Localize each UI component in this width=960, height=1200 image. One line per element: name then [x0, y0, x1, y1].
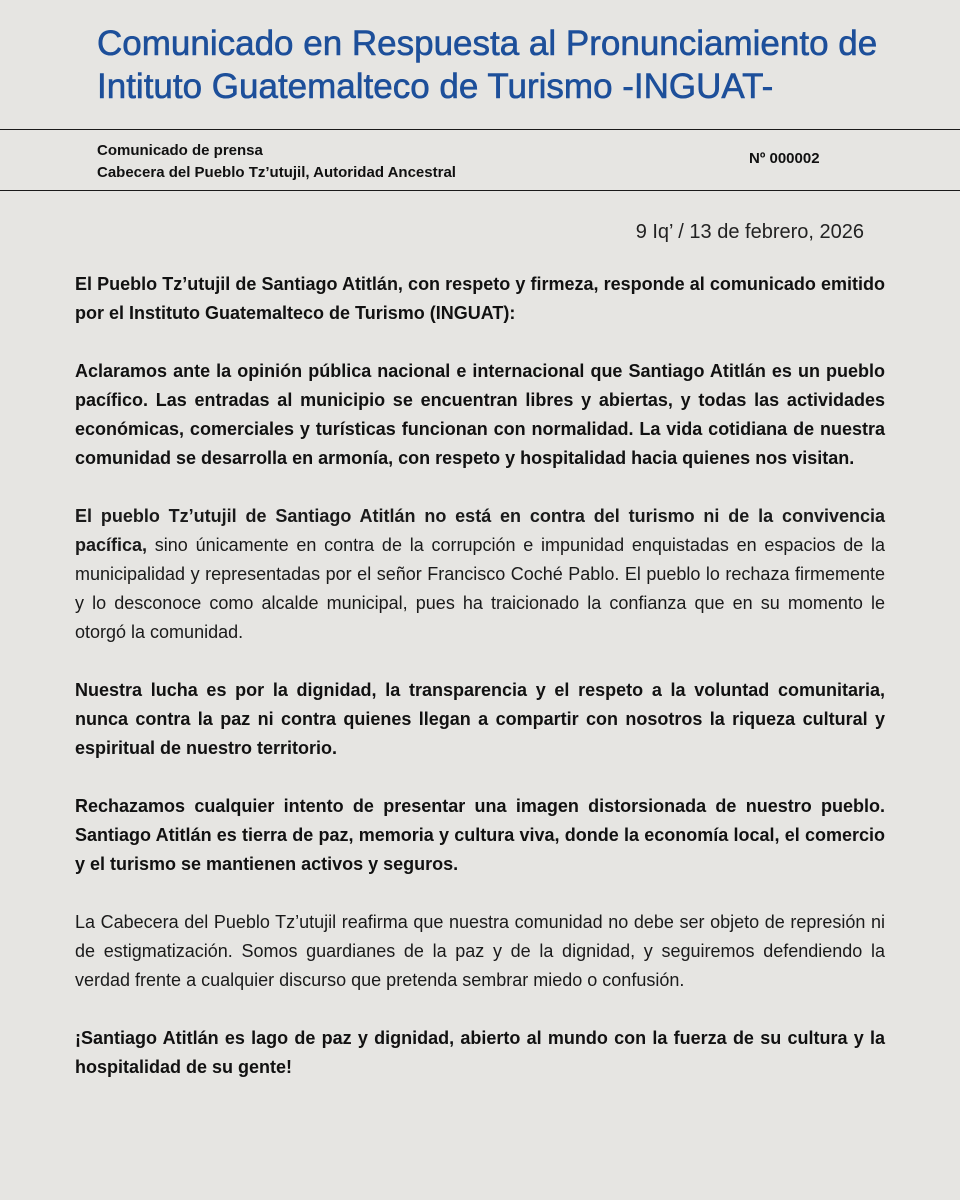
paragraph-position-bold: El pueblo Tz’utujil de Santiago Atitlán no está en contra del turismo ni de la convivencia pacífica, [75, 506, 885, 555]
paragraph-position [75, 502, 885, 647]
paragraph-clarification: Aclaramos ante la opinión pública nacional e internacional que Santiago Atitlán es un pueblo pacífico. Las entradas al municipio se encuentran libres y abiertas, y todas las actividades económicas, comerciales y turísticas funcionan con normalidad. La vida cotidiana de nuestra comunidad se desarrolla en armonía, con respeto y hospitalidad hacia quienes nos visitan. [75, 361, 885, 468]
paragraph-position-rest: sino únicamente en contra de la corrupción e impunidad enquistadas en espacios de la municipalidad y representadas por el señor Francisco Coché Pablo. El pueblo lo rechaza firmemente y lo desconoce como alcalde municipal, pues ha traicionado la confianza que en su momento le otorgó la comunidad. [75, 535, 885, 642]
issuer-label: Cabecera del Pueblo Tz’utujil, Autoridad Ancestral [97, 164, 456, 181]
paragraph-reaffirmation: La Cabecera del Pueblo Tz’utujil reafirma que nuestra comunidad no debe ser objeto de represión ni de estigmatización. Somos guardianes de la paz y de la dignidad, y seguiremos defendiendo la verdad frente a cualquier discurso que pretenda sembrar miedo o confusión. [75, 912, 885, 990]
document-body [75, 270, 885, 1111]
paragraph-intro: El Pueblo Tz’utujil de Santiago Atitlán, con respeto y firmeza, responde al comunicado emitido por el Instituto Guatemalteco de Turismo (INGUAT): [75, 274, 885, 323]
document-number: Nº 000002 [749, 150, 820, 167]
paragraph-rejection: Rechazamos cualquier intento de presentar una imagen distorsionada de nuestro pueblo. Santiago Atitlán es tierra de paz, memoria y cultura viva, donde la economía local, el comercio y el turismo se mantienen activos y seguros. [75, 796, 885, 874]
header-band [0, 129, 960, 191]
paragraph-closing: ¡Santiago Atitlán es lago de paz y dignidad, abierto al mundo con la fuerza de su cultura y la hospitalidad de su gente! [75, 1028, 885, 1077]
paragraph-struggle: Nuestra lucha es por la dignidad, la transparencia y el respeto a la voluntad comunitaria, nunca contra la paz ni contra quienes llegan a compartir con nosotros la riqueza cultural y espiritual de nuestro territorio. [75, 680, 885, 758]
document-date: 9 Iq’ / 13 de febrero, 2026 [635, 221, 864, 243]
header-issuer-block [97, 140, 456, 184]
page-title: Comunicado en Respuesta al Pronunciamiento de Intituto Guatemalteco de Turismo -INGUAT- [97, 24, 878, 106]
press-release-label: Comunicado de prensa [97, 142, 263, 159]
